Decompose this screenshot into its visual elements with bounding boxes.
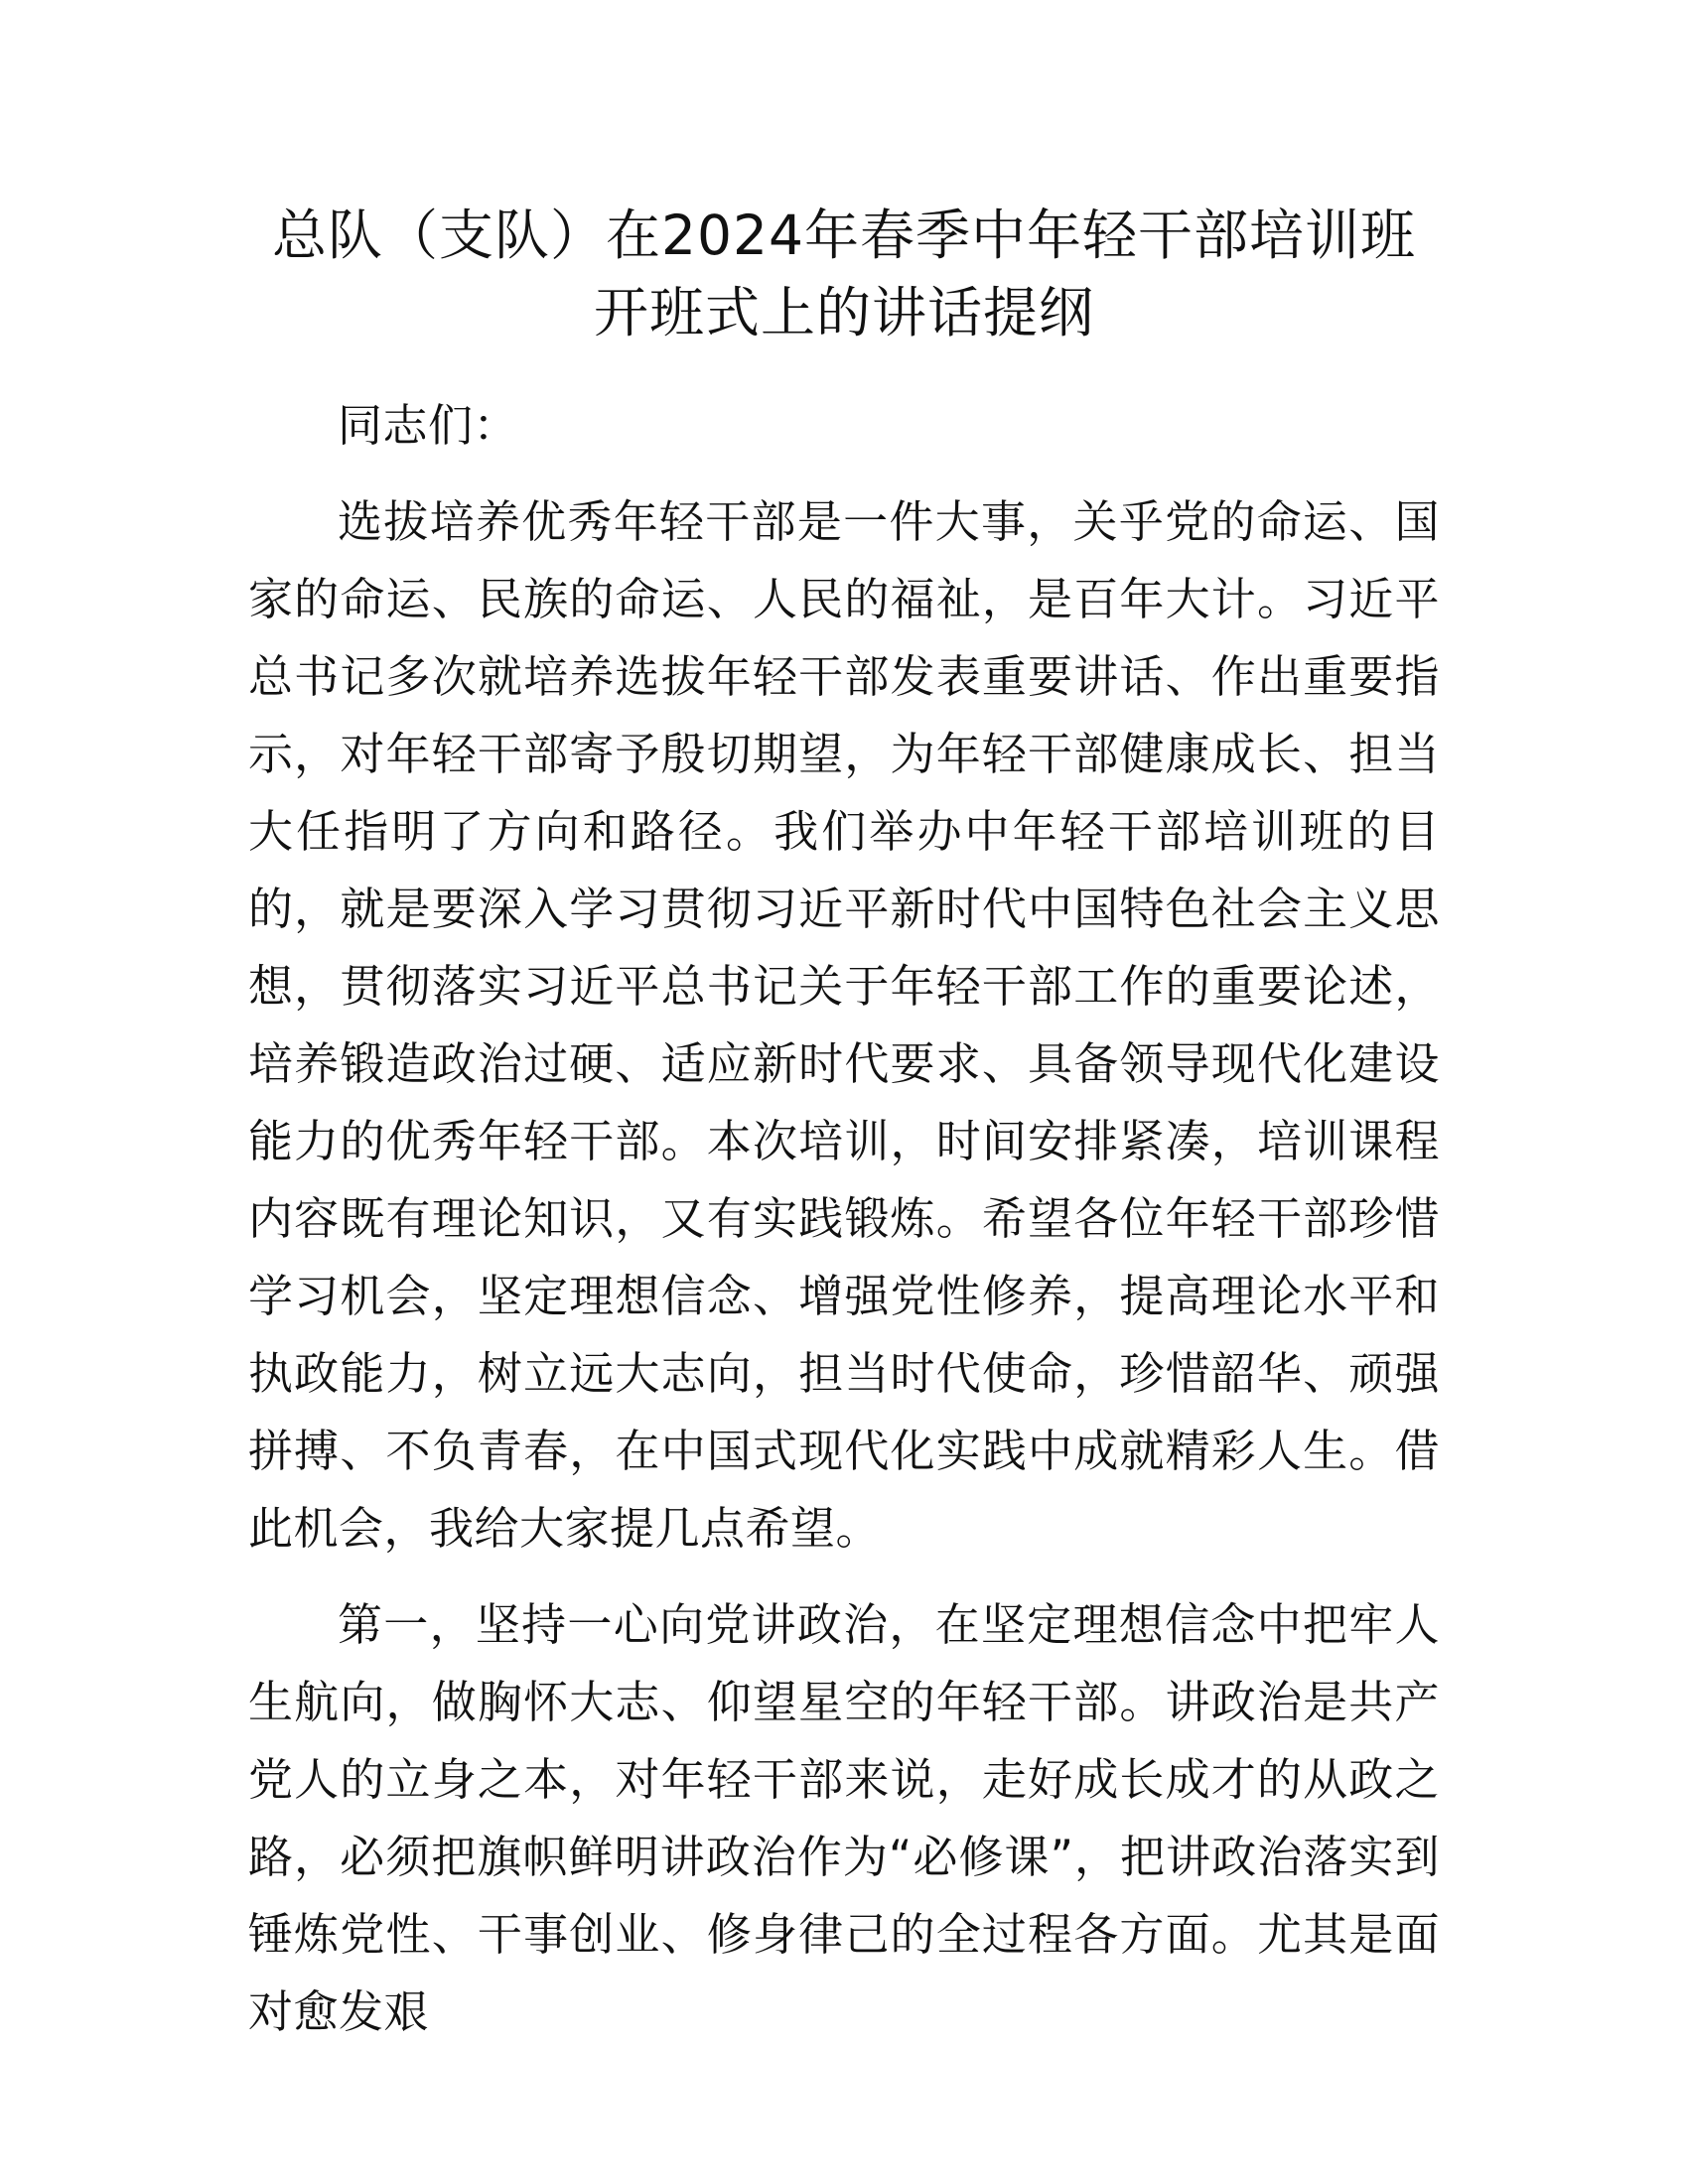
- title-line-1: 总队（支队）在2024年春季中年轻干部培训班: [272, 204, 1416, 267]
- paragraph-1: 选拔培养优秀年轻干部是一件大事，关乎党的命运、国家的命运、民族的命运、人民的福祉，是百年大计。习近平总书记多次就培养选拔年轻干部发表重要讲话、作出重要指示，对年轻干部寄予殷切期望，为年轻干部健康成长、担当大任指明了方向和路径。我们举办中年轻干部培训班的目的，就是要深入学习贯彻习近平新时代中国特色社会主义思想，贯彻落实习近平总书记关于年轻干部工作的重要论述，培养锻造政治过硬、适应新时代要求、具备领导现代化建设能力的优秀年轻干部。本次培训，时间安排紧凑，培训课程内容既有理论知识，又有实践锻炼。希望各位年轻干部珍惜学习机会，坚定理想信念、增强党性修养，提高理论水平和执政能力，树立远大志向，担当时代使命，珍惜韶华、顽强拼搏、不负青春，在中国式现代化实践中成就精彩人生。借此机会，我给大家提几点希望。: [248, 495, 1440, 1555]
- salutation: 同志们：: [338, 399, 519, 452]
- title-line-2: 开班式上的讲话提纲: [593, 281, 1094, 344]
- document-body: [248, 387, 1440, 2070]
- paragraph-2: 第一，坚持一心向党讲政治，在坚定理想信念中把牢人生航向，做胸怀大志、仰望星空的年轻干部。讲政治是共产党人的立身之本，对年轻干部来说，走好成长成才的从政之路，必须把旗帜鲜明讲政治作为“必修课”，把讲政治落实到锤炼党性、干事创业、修身律己的全过程各方面。尤其是面对愈发艰: [248, 1598, 1440, 2038]
- document-title: [199, 197, 1489, 351]
